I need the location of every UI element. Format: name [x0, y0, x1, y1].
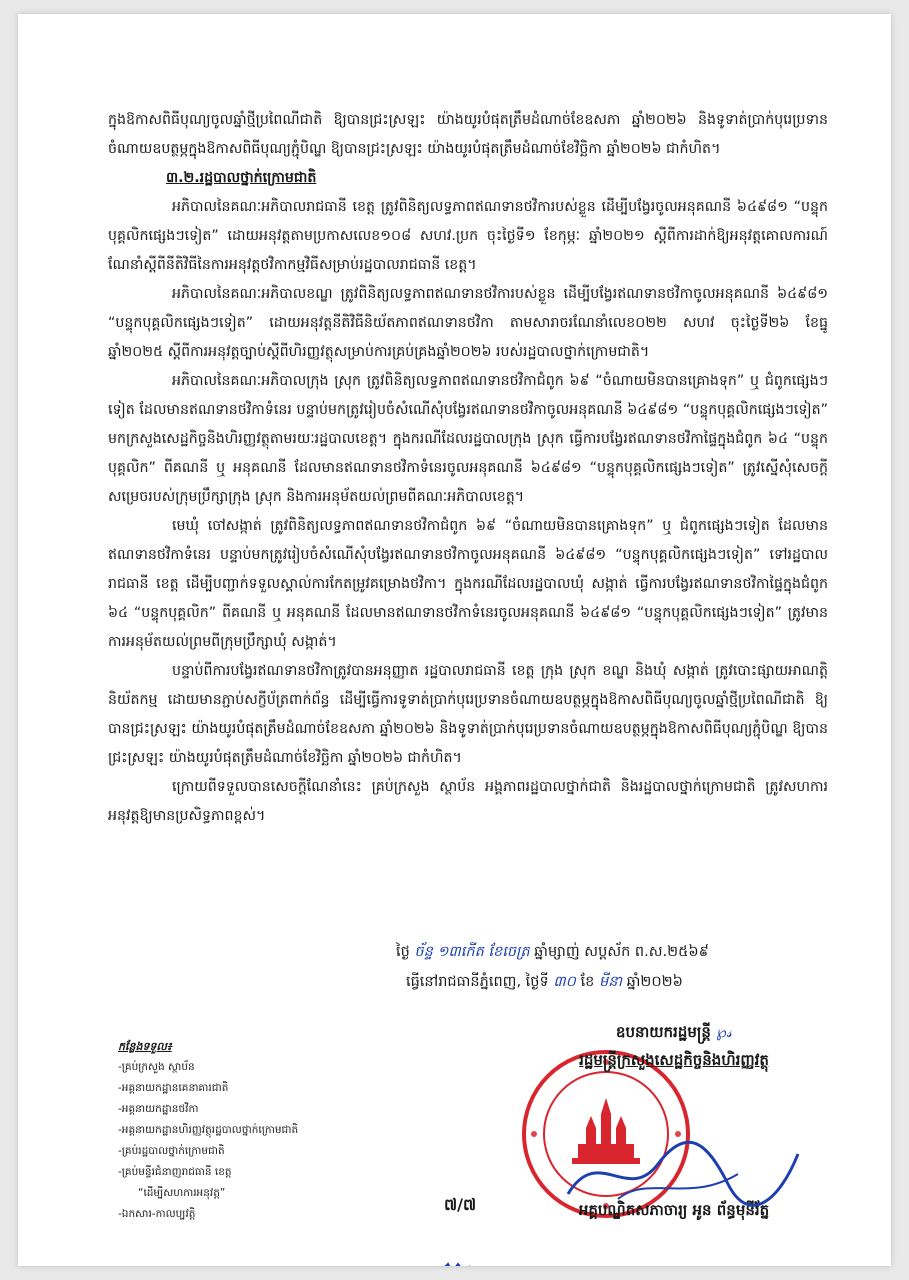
document-page [18, 14, 891, 1266]
paragraph-closing: ក្រោយពីទទួលបានសេចក្តីណែនាំនេះ គ្រប់ក្រសួង ស្ថាប័ន អង្គភាពរដ្ឋបាលថ្នាក់ជាតិ និងរដ្ឋបាលថ្នាក់ក្រោមជាតិ ត្រូវសហការអនុវត្តឱ្យមានប្រសិទ្ធភាពខ្ពស់។ [108, 779, 828, 824]
paragraph-continuation: ក្នុងឱកាសពិធីបុណ្យចូលឆ្នាំថ្មីប្រពៃណីជាតិ ឱ្យបានជ្រះស្រឡះ យ៉ាងយូរបំផុតត្រឹមដំណាច់ខែឧសភា ឆ្នាំ២០២៦ និងទូទាត់ប្រាក់បុរេប្រទានចំណាយឧបត្ថម្ភក្នុងឱកាសពិធីបុណ្យភ្ជុំបិណ្ឌ ឱ្យបានជ្រះស្រឡះ យ៉ាងយូរបំផុតត្រឹមដំណាច់ខែវិច្ឆិកា ឆ្នាំ២០២៦ ជាកំហិត។ [108, 112, 828, 157]
recipients-heading: កន្លែងទទួល៖ [118, 1040, 172, 1053]
solar-date-month-label: ខែ [580, 974, 595, 990]
recipient-item: -អគ្គនាយកដ្ឋានគេនាគារជាតិ [118, 1082, 229, 1094]
solar-date-line [396, 967, 836, 997]
signer-name: អគ្គបណ្ឌិតសភាចារ្យ អូន ព័ន្ធមុនីរ័ត្ន [578, 1201, 770, 1219]
handwritten-mark-icon [438, 1258, 478, 1266]
page-number: ៧/៧ [444, 1195, 477, 1214]
signer-title-deputy-pm: ឧបនាយករដ្ឋមន្ត្រី [615, 1023, 711, 1041]
solar-date-day: ៣០ [553, 974, 576, 990]
paragraph-capital-province: អភិបាលនៃគណៈអភិបាលរាជធានី ខេត្ត ត្រូវពិនិត្យលទ្ធភាពឥណទានថវិការបស់ខ្លួន ដើម្បីបង្វែរចូលអនុគណនី ៦៤៩៨១ “បន្ទុកបុគ្គលិកផ្សេងៗទៀត” ដោយអនុវត្តតាមប្រកាសលេខ១០៨ សហវ.ប្រក ចុះថ្ងៃទី១ ខែកុម្ភៈ ឆ្នាំ២០២១ ស្តីពីការដាក់ឱ្យអនុវត្តគោលការណ៍ណែនាំស្តីពីនីតិវិធីនៃការអនុវត្តថវិកាកម្មវិធីសម្រាប់រដ្ឋបាលរាជធានី ខេត្ត។ [108, 199, 828, 273]
recipient-item: -គ្រប់ក្រសួង ស្ថាប័ន [118, 1061, 195, 1073]
solar-date-prefix: ធ្វើនៅរាជធានីភ្នំពេញ, ថ្ងៃទី [406, 974, 549, 990]
paragraph-after-transfer: បន្ទាប់ពីការបង្វែរឥណទានថវិកាត្រូវបានអនុញ្ញាត រដ្ឋបាលរាជធានី ខេត្ត ក្រុង ស្រុក ខណ្ឌ និងឃុំ សង្កាត់ ត្រូវបោះផ្សាយអាណត្តិនិយ័តកម្ម ដោយមានភ្ជាប់សក្ខីប័ត្រពាក់ព័ន្ធ ដើម្បីធ្វើការទូទាត់ប្រាក់បុរេប្រទានចំណាយឧបត្ថម្ភក្នុងឱកាសពិធីបុណ្យចូលឆ្នាំថ្មីប្រពៃណីជាតិ ឱ្យបានជ្រះស្រឡះ យ៉ាងយូរបំផុតត្រឹមដំណាច់ខែឧសភា ឆ្នាំ២០២៦ និងទូទាត់ប្រាក់បុរេប្រទានចំណាយឧបត្ថម្ភក្នុងឱកាសពិធីបុណ្យភ្ជុំបិណ្ឌ ឱ្យបានជ្រះស្រឡះ យ៉ាងយូរបំផុតត្រឹមដំណាច់ខែវិច្ឆិកា ឆ្នាំ២០២៦ ជាកំហិត។ [108, 663, 828, 766]
recipient-item: -អគ្គនាយកដ្ឋានហិរញ្ញវត្ថុរដ្ឋបាលថ្នាក់ក្រោមជាតិ [118, 1124, 299, 1136]
recipients-list [118, 1036, 388, 1225]
section-heading: ៣.២.រដ្ឋបាលថ្នាក់ក្រោមជាតិ [166, 170, 317, 186]
lunar-date-handwritten: ច័ន្ទ ១៣កើត ខែចេត្រ [414, 944, 530, 960]
recipient-item: -គ្រប់រដ្ឋបាលថ្នាក់ក្រោមជាតិ [118, 1145, 225, 1157]
paragraph-khan: អភិបាលនៃគណៈអភិបាលខណ្ឌ ត្រូវពិនិត្យលទ្ធភាពឥណទានថវិការបស់ខ្លួន ដើម្បីបង្វែរឥណទានថវិកាចូលអនុគណនី ៦៤៩៨១ “បន្ទុកបុគ្គលិកផ្សេងៗទៀត” ដោយអនុវត្តនីតិវិធីនិយ័តភាពឥណទានថវិកា តាមសារាចរណែនាំលេខ០២២ សហវ ចុះថ្ងៃទី២៦ ខែធ្នូ ឆ្នាំ២០២៥ ស្តីពីការអនុវត្តច្បាប់ស្តីពីហិរញ្ញវត្ថុសម្រាប់ការគ្រប់គ្រងឆ្នាំ២០២៦ របស់រដ្ឋបាលថ្នាក់ក្រោមជាតិ។ [108, 286, 828, 360]
signatory-block [504, 1018, 844, 1219]
lunar-date-prefix: ថ្ងៃ [396, 944, 410, 960]
date-block [396, 937, 836, 997]
solar-date-month: មីនា [598, 974, 622, 990]
recipient-item: -ឯកសារ-កាលប្បវត្តិ [118, 1208, 196, 1220]
signer-title-minister: រដ្ឋមន្ត្រីក្រសួងសេដ្ឋកិច្ចនិងហិរញ្ញវត្ថុ [579, 1051, 769, 1069]
signer-title-line [504, 1018, 844, 1046]
paragraph-municipality-district: អភិបាលនៃគណៈអភិបាលក្រុង ស្រុក ត្រូវពិនិត្យលទ្ធភាពឥណទានថវិកាជំពូក ៦៩ “ចំណាយមិនបានគ្រោងទុក” ឬ ជំពូកផ្សេងៗទៀត ដែលមានឥណទានថវិកាទំនេរ បន្ទាប់មកត្រូវរៀបចំសំណើសុំបង្វែរឥណទានថវិកាចូលអនុគណនី ៦៤៩៨១ “បន្ទុកបុគ្គលិកផ្សេងៗទៀត” មកក្រសួងសេដ្ឋកិច្ចនិងហិរញ្ញវត្ថុតាមរយៈរដ្ឋបាលខេត្ត។ ក្នុងករណីដែលរដ្ឋបាលក្រុង ស្រុក ធ្វើការបង្វែរឥណទានថវិកាផ្ទៃក្នុងជំពូក ៦៤ “បន្ទុកបុគ្គលិក” ពីគណនី ឬ អនុគណនី ដែលមានឥណទានថវិកាទំនេរចូលអនុគណនី ៦៤៩៨១ “បន្ទុកបុគ្គលិកផ្សេងៗទៀត” ត្រូវស្នើសុំសេចក្តីសម្រេចរបស់ក្រុមប្រឹក្សាក្រុង ស្រុក និងការអនុម័តយល់ព្រមពីគណៈអភិបាលខេត្ត។ [108, 373, 828, 505]
recipient-item: -គ្រប់មន្ទីរជំនាញរាជធានី ខេត្ត [118, 1166, 232, 1178]
signer-initial: ℘𝓈 [716, 1023, 733, 1041]
document-body [108, 106, 828, 831]
lunar-date-line [396, 937, 836, 967]
lunar-date-suffix: ឆ្នាំម្សាញ់ សប្តស័ក ព.ស.២៥៦៩ [534, 944, 709, 960]
handwritten-signature-icon [558, 1134, 808, 1214]
paragraph-commune-sangkat: មេឃុំ ចៅសង្កាត់ ត្រូវពិនិត្យលទ្ធភាពឥណទានថវិកាជំពូក ៦៩ “ចំណាយមិនបានគ្រោងទុក” ឬ ជំពូកផ្សេងៗទៀត ដែលមានឥណទានថវិកាទំនេរ បន្ទាប់មកត្រូវរៀបចំសំណើសុំបង្វែរឥណទានថវិកាចូលអនុគណនី ៦៤៩៨១ “បន្ទុកបុគ្គលិកផ្សេងៗទៀត” ទៅរដ្ឋបាលរាជធានី ខេត្ត ដើម្បីបញ្ជាក់ទទួលស្គាល់ការកែតម្រូវគម្រោងថវិកា។ ក្នុងករណីដែលរដ្ឋបាលឃុំ សង្កាត់ ធ្វើការបង្វែរឥណទានថវិកាផ្ទៃក្នុងជំពូក ៦៤ “បន្ទុកបុគ្គលិក” ពីគណនី ឬ អនុគណនី ដែលមានឥណទានថវិកាទំនេរចូលអនុគណនី ៦៤៩៨១ “បន្ទុកបុគ្គលិកផ្សេងៗទៀត” ត្រូវមានការអនុម័តយល់ព្រមពីក្រុមប្រឹក្សាឃុំ សង្កាត់។ [108, 518, 828, 650]
solar-date-suffix: ឆ្នាំ២០២៦ [626, 974, 683, 990]
recipient-note: “ដើម្បីសហការអនុវត្ត” [138, 1187, 226, 1199]
recipient-item: -អគ្គនាយកដ្ឋានថវិកា [118, 1103, 199, 1115]
